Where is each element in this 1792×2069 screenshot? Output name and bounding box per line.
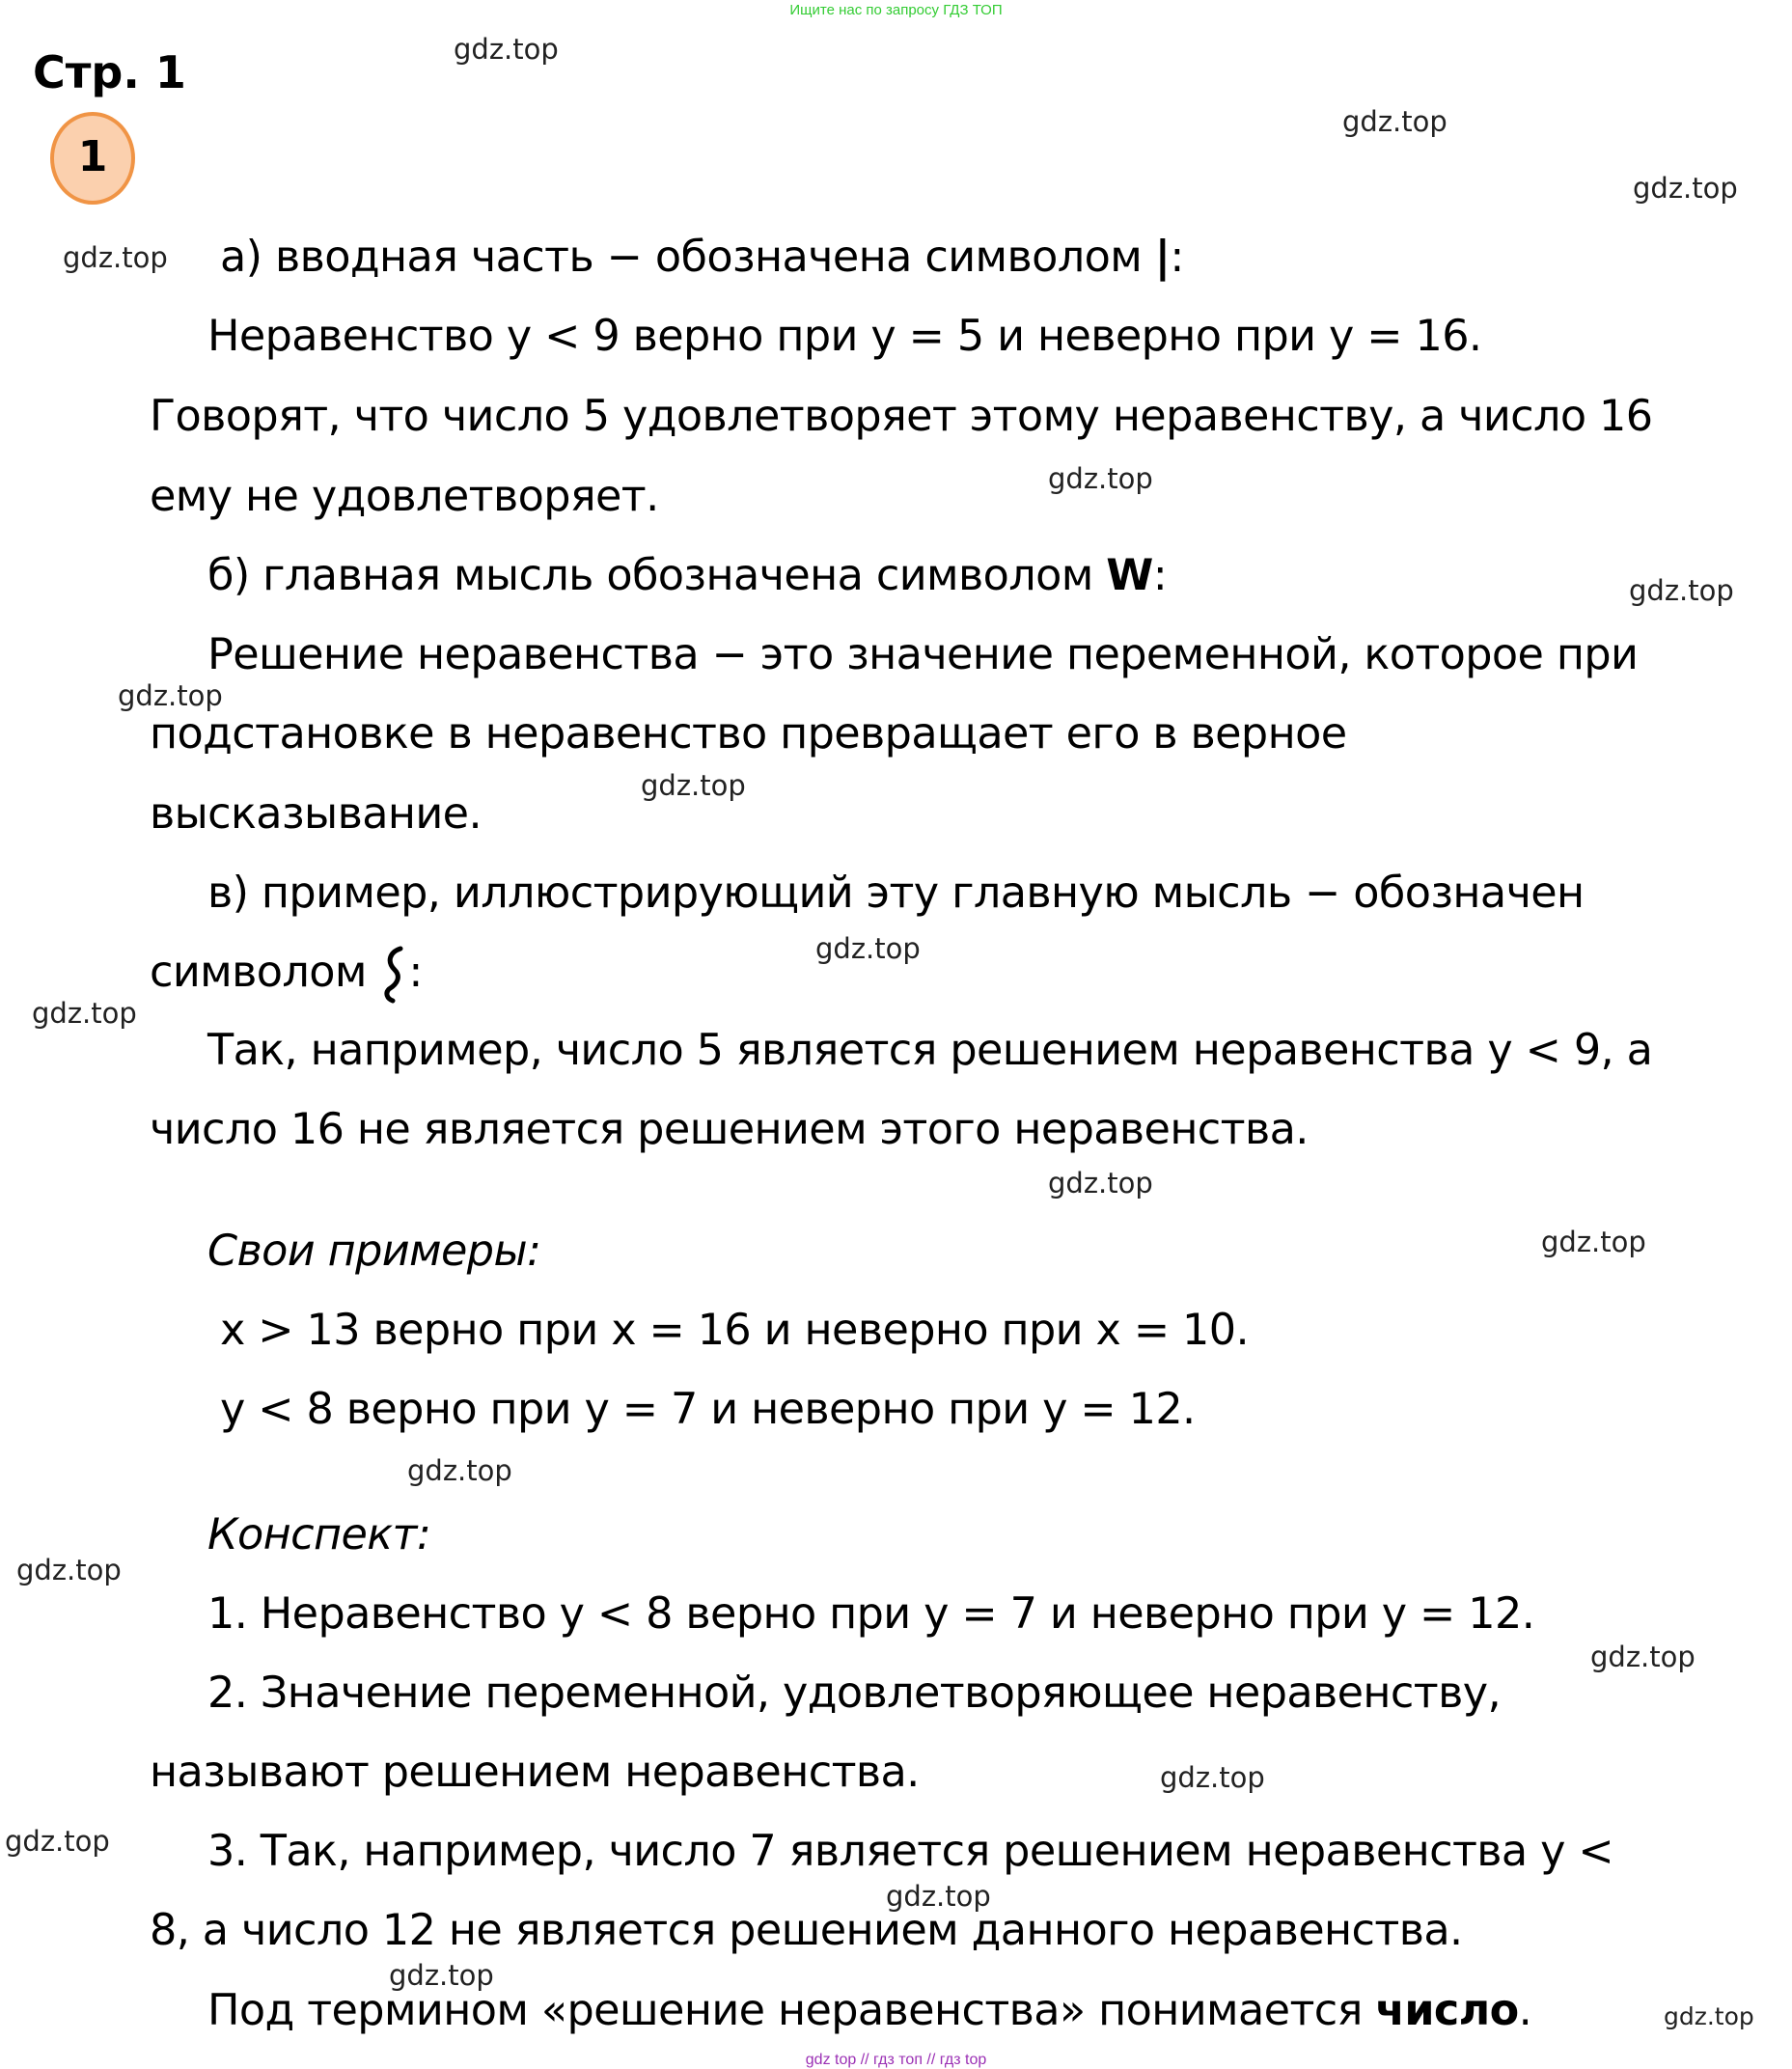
watermark: gdz.top [5,1825,110,1858]
watermark: gdz.top [63,241,168,274]
section-a-line: ему не удовлетворяет. [150,472,659,521]
watermark: gdz.top [1633,172,1738,205]
watermark: gdz.top [32,997,137,1030]
summary-line: 2. Значение переменной, удовлетворяющее неравенству, [207,1669,1502,1718]
watermark: gdz.top [118,679,223,712]
top-banner: Ищите нас по запросу ГДЗ ТОП [789,2,1003,18]
watermark: gdz.top [1590,1641,1696,1673]
section-b-colon: : [1152,551,1168,600]
watermark: gdz.top [407,1454,512,1487]
section-b-line: высказывание. [150,789,482,839]
bottom-bar: gdz top // гдз топ // гдз top [805,2052,987,2068]
section-b-line: Решение неравенства − это значение переменной, которое при [207,630,1639,679]
section-a-heading [220,231,1184,285]
intro-symbol-icon: | [1154,233,1171,282]
page-title: Стр. 1 [33,46,186,98]
section-c-heading: в) пример, иллюстрирующий эту главную мысль − обозначен [207,869,1585,918]
watermark: gdz.top [454,33,559,66]
watermark: gdz.top [1664,2002,1754,2030]
watermark: gdz.top [16,1554,122,1586]
summary-final-prefix: Под термином «решение неравенства» понимается [207,1986,1363,2035]
watermark: gdz.top [389,1959,494,1992]
section-a-colon: : [1170,233,1184,282]
watermark: gdz.top [1541,1226,1646,1258]
section-c-heading-cont [150,945,423,1005]
section-a-line: Неравенство y < 9 верно при y = 5 и неверно при y = 16. [207,312,1482,361]
summary-line: 3. Так, например, число 7 является решением неравенства y < [207,1827,1614,1876]
example-curly-symbol-icon [379,945,408,1005]
section-c-line: Так, например, число 5 является решением неравенства y < 9, а [207,1026,1653,1075]
own-example-line: y < 8 верно при y = 7 и неверно при y = 12. [220,1385,1196,1434]
watermark: gdz.top [1048,1167,1153,1200]
summary-heading: Конспект: [207,1510,431,1559]
watermark: gdz.top [886,1880,991,1913]
section-c-label: символом [150,948,367,997]
section-b-line: подстановке в неравенство превращает его в верное [150,709,1347,759]
section-a-line: Говорят, что число 5 удовлетворяет этому неравенству, а число 16 [150,392,1653,441]
own-example-line: x > 13 верно при x = 16 и неверно при x = 10. [220,1306,1250,1355]
summary-final-suffix: . [1518,1986,1532,2035]
summary-final-line [207,1984,1531,2038]
watermark: gdz.top [1629,574,1734,607]
watermark: gdz.top [1342,105,1447,138]
task-number-badge: 1 [50,112,135,205]
main-idea-symbol-icon: W [1106,551,1153,600]
summary-line: 1. Неравенство y < 8 верно при y = 7 и неверно при y = 12. [207,1589,1535,1639]
own-examples-heading: Свои примеры: [207,1227,541,1276]
section-c-line: число 16 не является решением этого неравенства. [150,1105,1309,1154]
watermark: gdz.top [1160,1761,1265,1794]
summary-line: 8, а число 12 не является решением данного неравенства. [150,1906,1463,1955]
watermark: gdz.top [815,932,921,965]
section-c-colon: : [408,948,423,997]
section-a-label: а) вводная часть − обозначена символом [220,233,1143,282]
section-b-heading [207,549,1167,603]
watermark: gdz.top [641,769,746,802]
watermark: gdz.top [1048,462,1153,495]
section-b-label: б) главная мысль обозначена символом [207,551,1093,600]
summary-line: называют решением неравенства. [150,1748,920,1797]
summary-final-bold: число [1375,1986,1519,2035]
